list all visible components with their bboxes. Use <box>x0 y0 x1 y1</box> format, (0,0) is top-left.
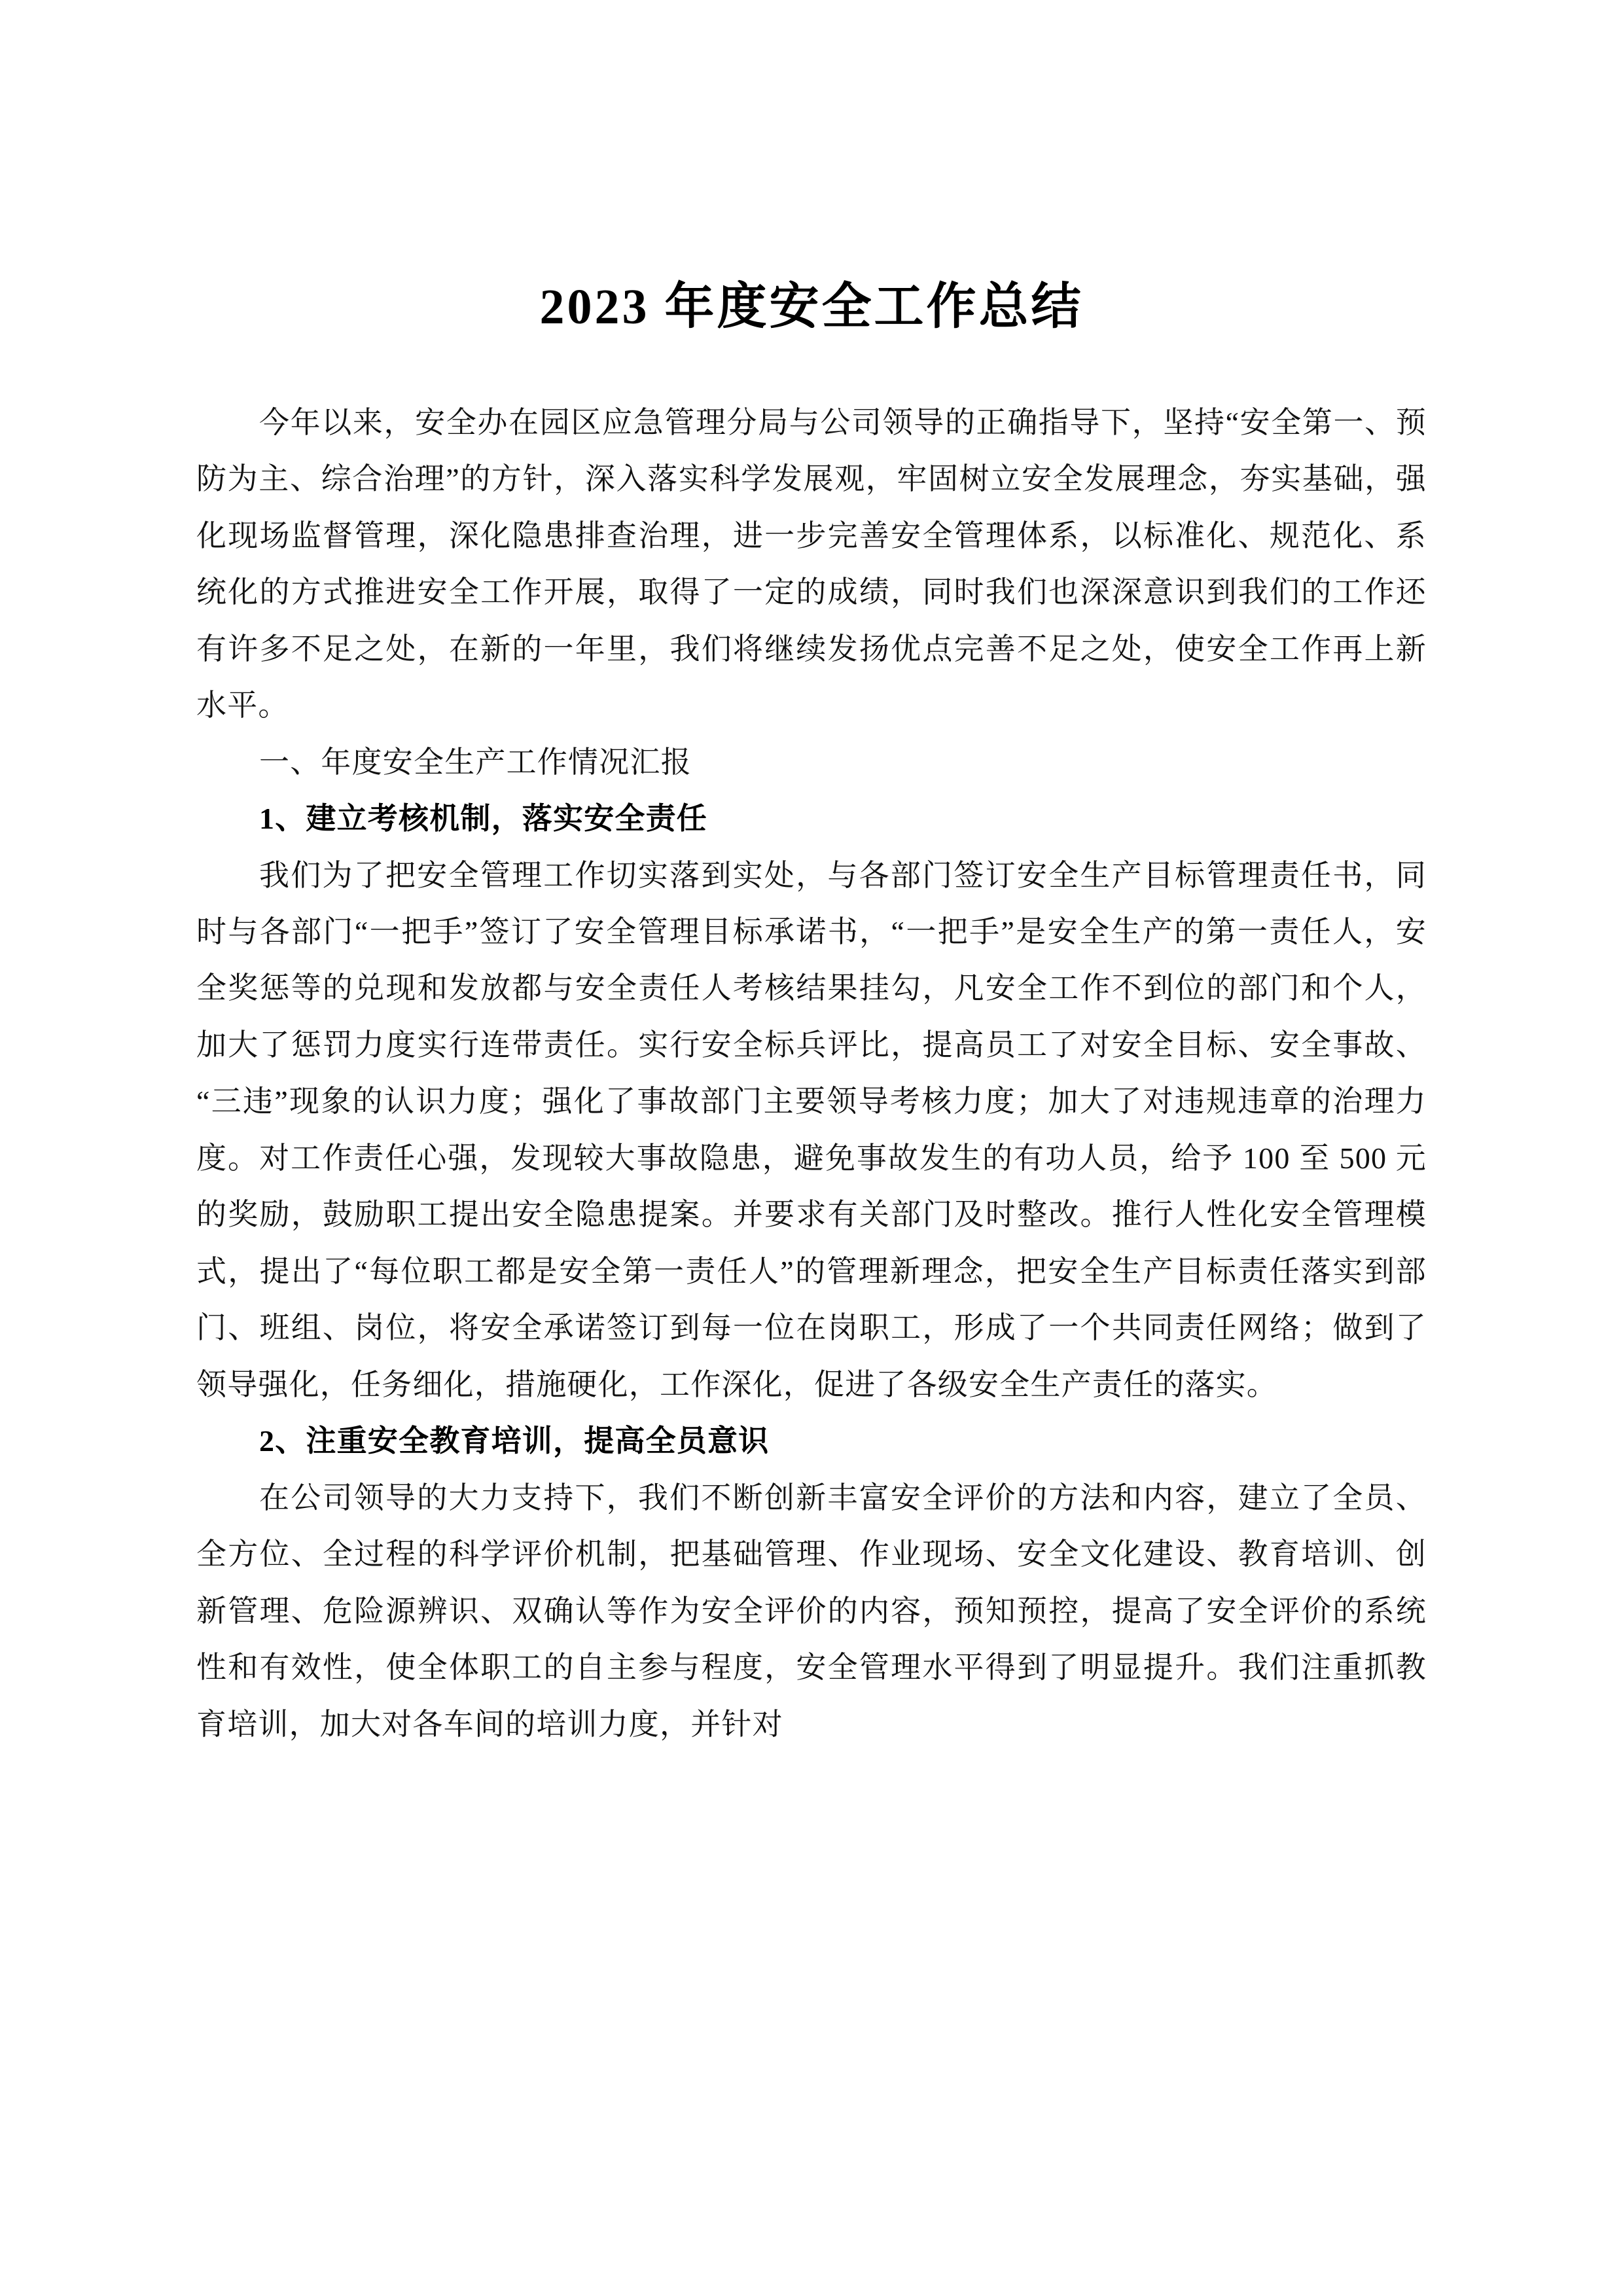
subsection-heading-1-1: 1、建立考核机制，落实安全责任 <box>259 802 707 836</box>
paragraph-1-1: 我们为了把安全管理工作切实落到实处，与各部门签订安全生产目标管理责任书，同时与各部门“一把手”签订了安全管理目标承诺书，“一把手”是安全生产的第一责任人，安全奖惩等的兑现和发放都与安全责任人考核结果挂勾，凡安全工作不到位的部门和个人，加大了惩罚力度实行连带责任。实行安全标兵评比，提高员工了对安全目标、安全事故、“三违”现象的认识力度；强化了事故部门主要领导考核力度；加大了对违规违章的治理力度。对工作责任心强，发现较大事故隐患，避免事故发生的有功人员，给予 100 至 500 元的奖励，鼓励职工提出安全隐患提案。并要求有关部门及时整改。推行人性化安全管理模式，提出了“每位职工都是安全第一责任人”的管理新理念，把安全生产目标责任落实到部门、班组、岗位，将安全承诺签订到每一位在岗职工，形成了一个共同责任网络；做到了领导强化，任务细化，措施硬化，工作深化，促进了各级安全生产责任的落实。 <box>196 858 1427 1401</box>
subsection-heading-1-2: 2、注重安全教育培训，提高全员意识 <box>259 1424 770 1458</box>
section-heading-1: 一、年度安全生产工作情况汇报 <box>259 745 692 779</box>
paragraph-1-2: 在公司领导的大力支持下，我们不断创新丰富安全评价的方法和内容，建立了全员、全方位、全过程的科学评价机制，把基础管理、作业现场、安全文化建设、教育培训、创新管理、危险源辨识、双确认等作为安全评价的内容，预知预控，提高了安全评价的系统性和有效性，使全体职工的自主参与程度，安全管理水平得到了明显提升。我们注重抓教育培训，加大对各车间的培训力度，并针对 <box>196 1480 1427 1741</box>
page-title: 2023 年度安全工作总结 <box>539 279 1084 334</box>
paragraph-intro: 今年以来，安全办在园区应急管理分局与公司领导的正确指导下，坚持“安全第一、预防为主、综合治理”的方针，深入落实科学发展观，牢固树立安全发展理念，夯实基础，强化现场监督管理，深化隐患排查治理，进一步完善安全管理体系，以标准化、规范化、系统化的方式推进安全工作开展，取得了一定的成绩，同时我们也深深意识到我们的工作还有许多不足之处，在新的一年里，我们将继续发扬优点完善不足之处，使安全工作再上新水平。 <box>196 405 1427 723</box>
